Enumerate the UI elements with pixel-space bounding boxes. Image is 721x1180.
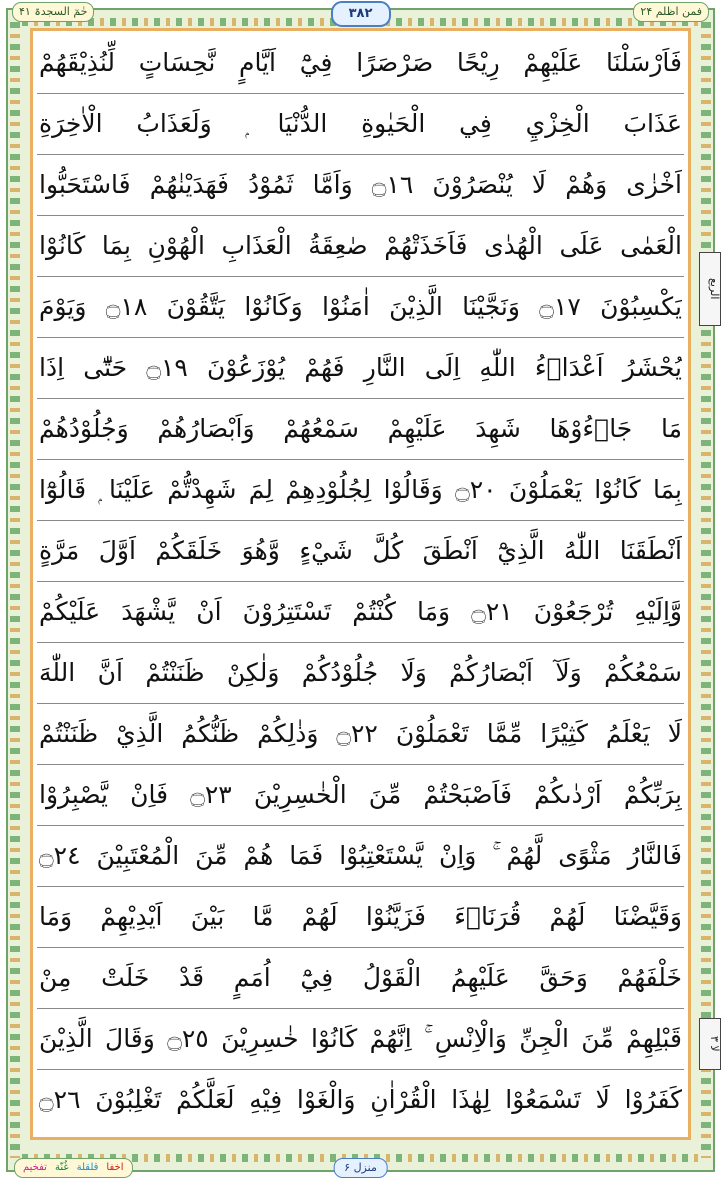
text-line-11: سَمْعُكُمْ وَلَآ اَبْصَارُكُمْ وَلَا جُلُوْدُكُمْ وَلٰكِنْ ظَنَنْتُمْ اَنَّ اللّٰهَ: [39, 658, 682, 687]
page-number: ۳۸۲: [331, 1, 391, 27]
manzil-label: منزل ۶: [333, 1158, 388, 1178]
left-border-ornament: [10, 22, 20, 1158]
text-line-16: خَلْفَهُمْ وَحَقَّ عَلَيْهِمُ الْقَوْلُ فِيْٓ اُمَمٍ قَدْ خَلَتْ مِنْ: [39, 963, 682, 992]
text-line-6: يُحْشَرُ اَعْدَاۗءُ اللّٰهِ اِلَى النَّارِ فَهُمْ يُوْزَعُوْنَ ۝١٩ حَتّٰٓى اِذَا: [39, 353, 682, 382]
legend-qalqala: قلقلة: [76, 1162, 99, 1173]
text-line-2: عَذَابَ الْخِزْيِ فِي الْحَيٰوةِ الدُّنْيَا ۭ وَلَعَذَابُ الْاٰخِرَةِ: [39, 109, 682, 138]
legend-tafkheem: تفخیم: [23, 1162, 47, 1173]
right-border-ornament: [701, 22, 711, 1158]
text-line-17: قَبْلِهِمْ مِّنَ الْجِنِّ وَالْاِنْسِ ۚ اِنَّهُمْ كَانُوْا خٰسِرِيْنَ ۝٢٥ وَقَالَ الَّذِيْنَ: [39, 1024, 682, 1053]
ruku-marker: لا ۳: [699, 1018, 721, 1070]
text-line-7: مَا جَاۗءُوْهَا شَهِدَ عَلَيْهِمْ سَمْعُهُمْ وَاَبْصَارُهُمْ وَجُلُوْدُهُمْ: [39, 414, 682, 443]
text-line-18: كَفَرُوْا لَا تَسْمَعُوْا لِهٰذَا الْقُرْاٰنِ وَالْغَوْا فِيْهِ لَعَلَّكُمْ تَغْلِبُوْنَ ۝٢٦: [39, 1085, 682, 1114]
text-line-9: اَنْطَقَنَا اللّٰهُ الَّذِيْٓ اَنْطَقَ كُلَّ شَيْءٍ وَّهُوَ خَلَقَكُمْ اَوَّلَ مَرَّةٍ: [39, 536, 682, 565]
text-line-10: وَّاِلَيْهِ تُرْجَعُوْنَ ۝٢١ وَمَا كُنْتُمْ تَسْتَتِرُوْنَ اَنْ يَّشْهَدَ عَلَيْكُمْ: [39, 597, 682, 626]
text-line-12: لَا يَعْلَمُ كَثِيْرًا مِّمَّا تَعْمَلُوْنَ ۝٢٢ وَذٰلِكُمْ ظَنُّكُمُ الَّذِيْ ظَنَنْتُمْ: [39, 719, 682, 748]
text-line-13: بِرَبِّكُمْ اَرْدٰىكُمْ فَاَصْبَحْتُمْ مِّنَ الْخٰسِرِيْنَ ۝٢٣ فَاِنْ يَّصْبِرُوْا: [39, 780, 682, 809]
legend-ikhfa: اخفا: [106, 1162, 124, 1173]
text-line-15: وَقَيَّضْنَا لَهُمْ قُرَنَاۗءَ فَزَيَّنُوْا لَهُمْ مَّا بَيْنَ اَيْدِيْهِمْ وَمَا: [39, 902, 682, 931]
legend-ghunna: غُنّة: [54, 1162, 69, 1173]
text-area: [30, 28, 691, 1140]
text-line-14: فَالنَّارُ مَثْوًى لَّهُمْ ۚ وَاِنْ يَّسْتَعْتِبُوْا فَمَا هُمْ مِّنَ الْمُعْتَبِيْنَ ۝٢٤: [39, 841, 682, 870]
text-line-4: الْعَمٰى عَلَى الْهُدٰى فَاَخَذَتْهُمْ صٰعِقَةُ الْعَذَابِ الْهُوْنِ بِمَا كَانُوْا: [39, 231, 682, 260]
surah-label: حٰمٓ السجدۃ ۴۱: [12, 2, 94, 22]
text-line-5: يَكْسِبُوْنَ ۝١٧ وَنَجَّيْنَا الَّذِيْنَ اٰمَنُوْا وَكَانُوْا يَتَّقُوْنَ ۝١٨ وَيَوْمَ: [39, 292, 682, 321]
text-line-1: فَاَرْسَلْنَا عَلَيْهِمْ رِيْحًا صَرْصَرًا فِيْٓ اَيَّامٍ نَّحِسَاتٍ لِّنُذِيْقَهُمْ: [39, 48, 682, 77]
text-line-8: بِمَا كَانُوْا يَعْمَلُوْنَ ۝٢٠ وَقَالُوْا لِجُلُوْدِهِمْ لِمَ شَهِدْتُّمْ عَلَيْنَا ۭ قَالُوْٓا: [39, 475, 682, 504]
rub-marker: الربع: [699, 252, 721, 326]
tajweed-legend: [14, 1158, 133, 1178]
text-line-3: اَخْزٰى وَهُمْ لَا يُنْصَرُوْنَ ۝١٦ وَاَمَّا ثَمُوْدُ فَهَدَيْنٰهُمْ فَاسْتَحَبُّوا: [39, 170, 682, 199]
juz-label: فمن اظلم ۲۴: [633, 2, 709, 22]
